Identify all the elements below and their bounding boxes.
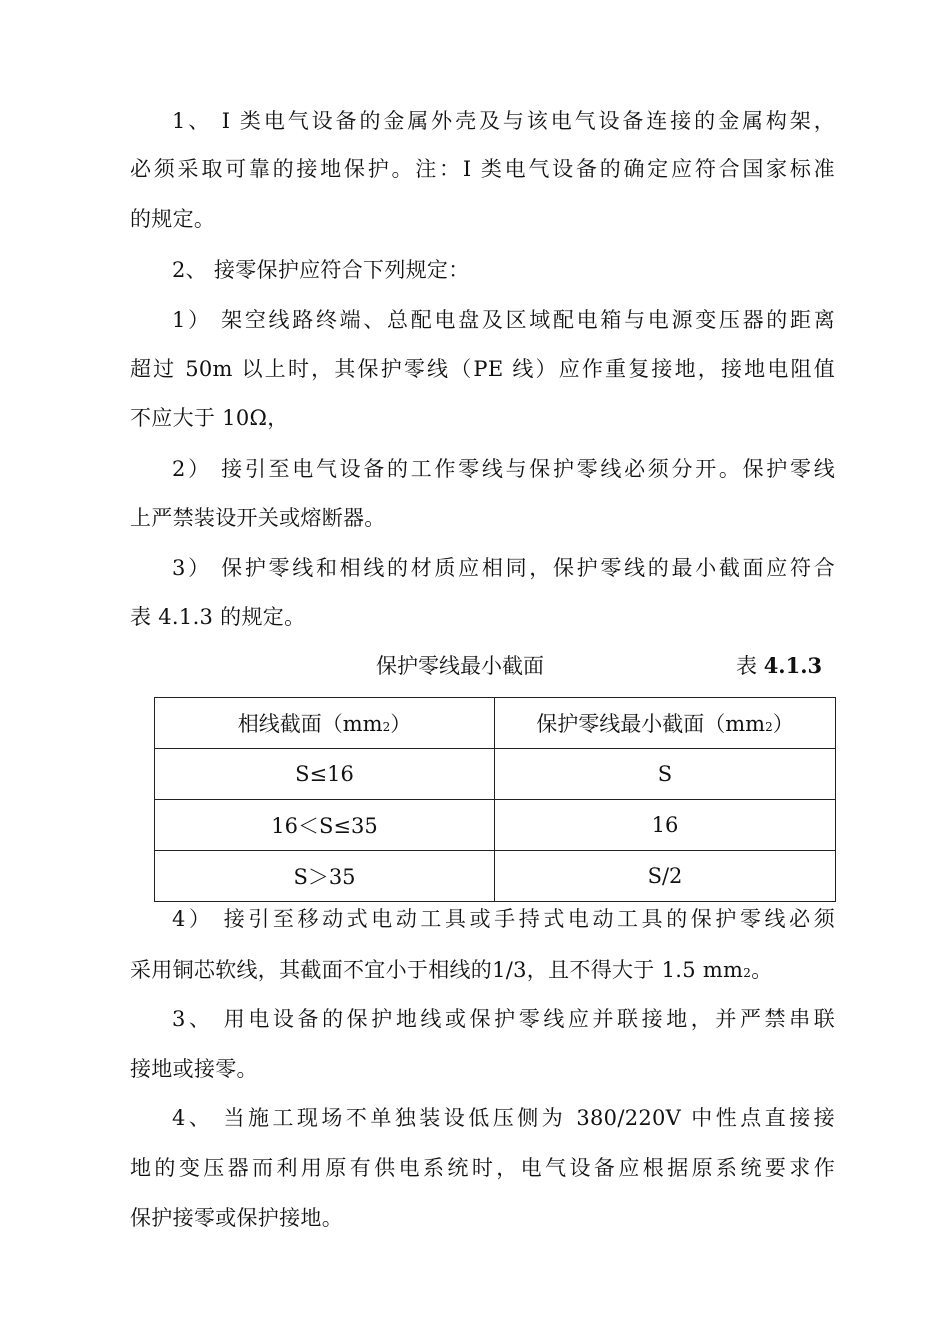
table-row (155, 800, 836, 851)
table-header-pe-min-section: 保护零线最小截面（mm2） (495, 698, 836, 749)
paragraph-2-line-1: 2、 接零保护应符合下列规定： (172, 258, 470, 282)
table-cell: S/2 (495, 851, 836, 902)
paragraph-4-line-3: 保护接零或保护接地。 (130, 1206, 343, 1230)
table-row (155, 851, 836, 902)
paragraph-3-line-2: 接地或接零。 (130, 1057, 258, 1081)
item-2-line-1: 2） 接引至电气设备的工作零线与保护零线必须分开。保护零线 (172, 457, 835, 481)
paragraph-1-line-2: 必须采取可靠的接地保护。注：I 类电气设备的确定应符合国家标准 (130, 157, 835, 181)
table-cell: S＞35 (155, 851, 495, 902)
table-cell: S≤16 (155, 749, 495, 800)
item-1-line-1: 1） 架空线路终端、总配电盘及区域配电箱与电源变压器的距离 (172, 308, 835, 332)
table-cell: S (495, 749, 836, 800)
item-2-line-2: 上严禁装设开关或熔断器。 (130, 506, 386, 530)
paragraph-3-line-1: 3、 用电设备的保护地线或保护零线应并联接地，并严禁串联 (172, 1007, 835, 1031)
table-caption-prefix: 表 (736, 654, 764, 678)
table-caption-number-value: 4.1.3 (763, 653, 823, 678)
table-row (155, 749, 836, 800)
item-3-line-2: 表 4.1.3 的规定。 (130, 605, 306, 629)
item-3-line-1: 3） 保护零线和相线的材质应相同，保护零线的最小截面应符合 (172, 556, 835, 580)
paragraph-4-line-2: 地的变压器而利用原有供电系统时，电气设备应根据原系统要求作 (130, 1156, 835, 1180)
item-4-line-2: 采用铜芯软线，其截面不宜小于相线的1/3，且不得大于 1.5 mm2。 (130, 958, 773, 982)
table-header-row (155, 698, 836, 749)
paragraph-4-line-1: 4、 当施工现场不单独装设低压侧为 380/220V 中性点直接接 (172, 1106, 835, 1130)
paragraph-1-line-3: 的规定。 (130, 207, 216, 231)
min-section-table (154, 697, 836, 902)
table-caption-title: 保护零线最小截面 (376, 654, 544, 678)
paragraph-1-line-1: 1、 I 类电气设备的金属外壳及与该电气设备连接的金属构架， (172, 109, 835, 133)
table-header-phase-section: 相线截面（mm2） (155, 698, 495, 749)
item-1-line-2: 超过 50m 以上时，其保护零线（PE 线）应作重复接地，接地电阻值 (130, 357, 835, 381)
item-4-line-1: 4） 接引至移动式电动工具或手持式电动工具的保护零线必须 (172, 907, 835, 931)
table-cell: 16＜S≤35 (155, 800, 495, 851)
table-caption-number (736, 653, 822, 679)
table-cell: 16 (495, 800, 836, 851)
item-1-line-3: 不应大于 10Ω， (130, 406, 289, 430)
